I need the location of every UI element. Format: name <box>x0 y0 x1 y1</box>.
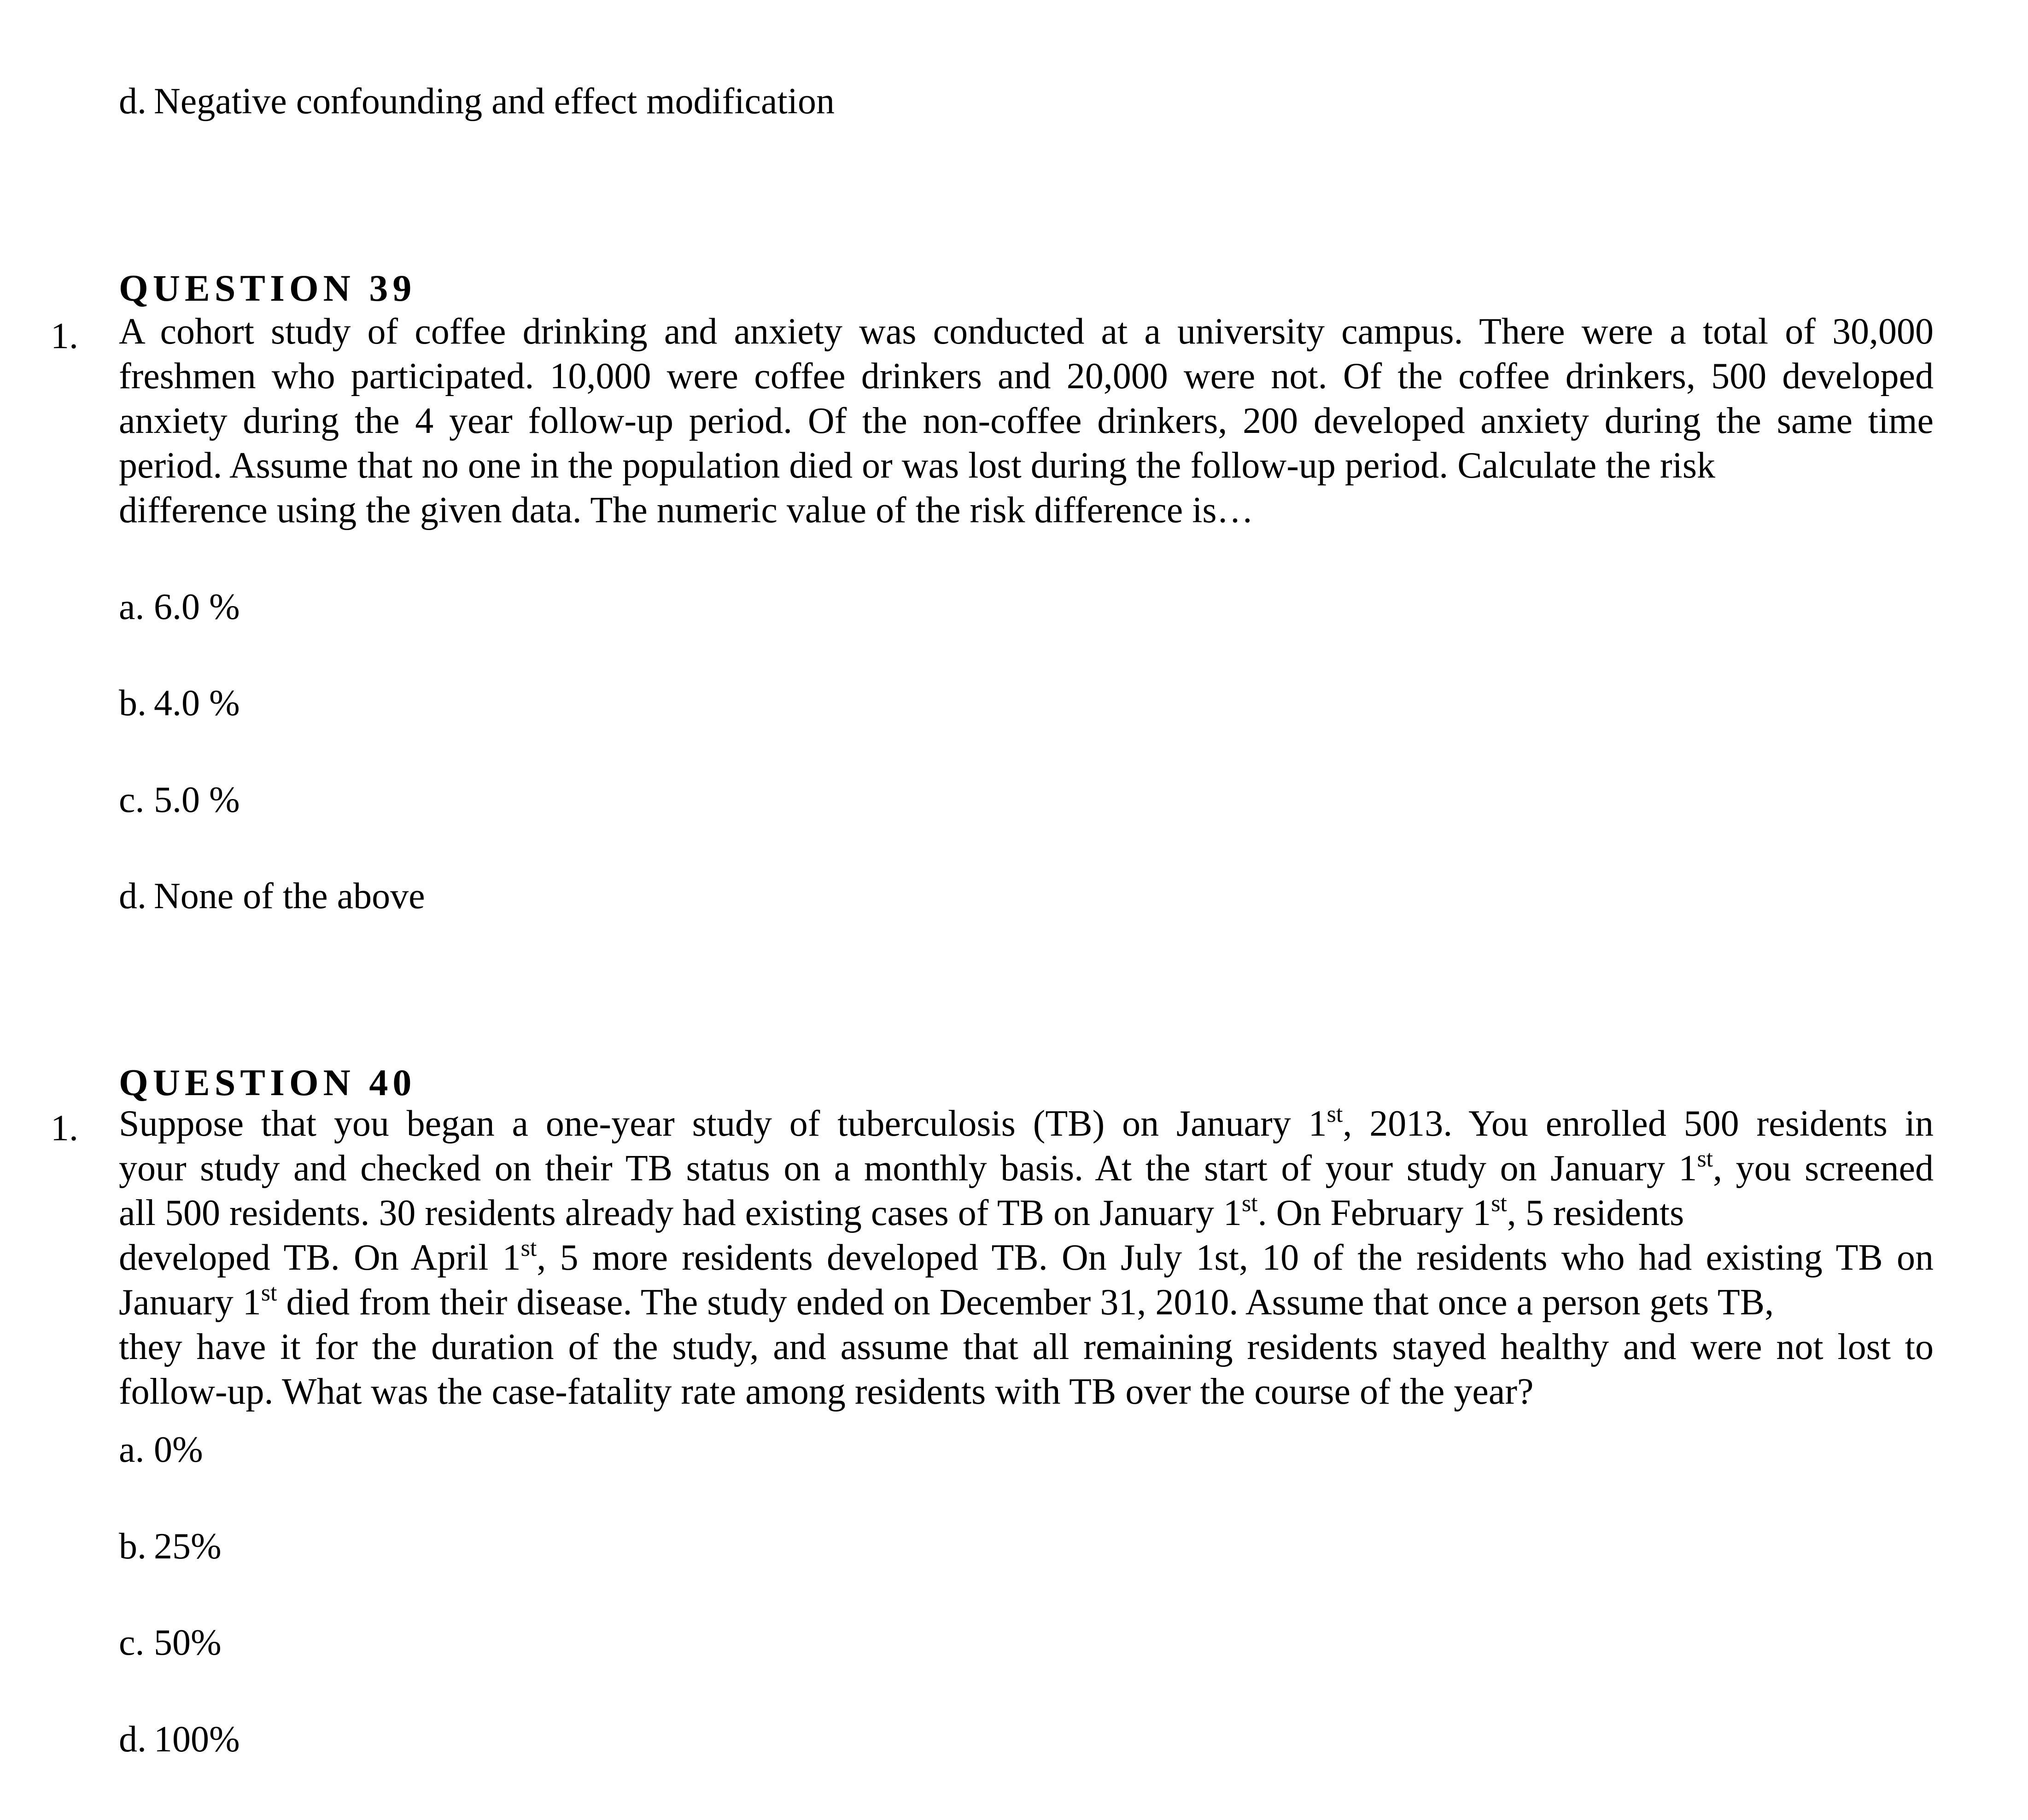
option-letter: d. <box>119 876 146 916</box>
question-40-option-c[interactable] <box>119 1624 222 1661</box>
question-39-line-4: period. Assume that no one in the population died or was lost during the follow-up period. Calculate the risk <box>119 445 1716 486</box>
question-40-line-3: all 500 residents. 30 residents already had existing cases of TB on January 1st. On February 1st, 5 residents <box>119 1190 1684 1233</box>
ordinal-superscript: st <box>1327 1101 1343 1127</box>
question-40-line-6: they have it for the duration of the study, and assume that all remaining residents stayed healthy and were not lost to <box>119 1327 1934 1367</box>
question-40-line-1: Suppose that you began a one-year study of tuberculosis (TB) on January 1st, 2013. You enrolled 500 residents in <box>119 1101 1934 1144</box>
option-letter: d. <box>119 1719 146 1760</box>
question-39-line-3: anxiety during the 4 year follow-up period. Of the non-coffee drinkers, 200 developed anxiety during the same time <box>119 401 1934 441</box>
question-39-number: 1. <box>51 316 78 356</box>
ordinal-superscript: st <box>520 1235 537 1261</box>
option-text: None of the above <box>154 876 425 916</box>
question-40-option-d[interactable] <box>119 1721 240 1758</box>
option-text: 25% <box>154 1526 222 1567</box>
option-text: 6.0 % <box>154 587 240 627</box>
question-39-line-1: A cohort study of coffee drinking and anxiety was conducted at a university campus. There were a total of 30,000 <box>119 311 1934 352</box>
question-39-heading: QUESTION 39 <box>119 267 416 309</box>
question-39-option-d[interactable] <box>119 878 425 915</box>
ordinal-superscript: st <box>261 1280 277 1306</box>
question-39-line-2: freshmen who participated. 10,000 were coffee drinkers and 20,000 were not. Of the coffee drinkers, 500 developed <box>119 356 1934 397</box>
option-letter: b. <box>119 1526 146 1567</box>
question-39-option-c[interactable] <box>119 782 240 818</box>
question-39-line-5: difference using the given data. The numeric value of the risk difference is… <box>119 490 1254 531</box>
prev-question-option-d <box>119 83 835 120</box>
question-40-text <box>119 1102 1934 1414</box>
option-letter: d. <box>119 81 146 122</box>
option-text: 5.0 % <box>154 780 240 820</box>
ordinal-superscript: st <box>1697 1146 1713 1172</box>
question-40-option-b[interactable] <box>119 1528 222 1565</box>
question-40-line-2: your study and checked on their TB status on a monthly basis. At the start of your study on January 1st, you screened <box>119 1146 1934 1189</box>
option-text: 100% <box>154 1719 240 1760</box>
option-text: 0% <box>154 1429 203 1470</box>
option-letter: a. <box>119 1429 145 1470</box>
option-letter: b. <box>119 683 146 723</box>
option-text: 50% <box>154 1622 222 1663</box>
option-text: 4.0 % <box>154 683 240 723</box>
option-text: Negative confounding and effect modification <box>154 81 835 122</box>
question-40-line-4: developed TB. On April 1st, 5 more residents developed TB. On July 1st, 10 of the residents who had existing TB on <box>119 1235 1934 1278</box>
question-39-option-a[interactable] <box>119 589 240 625</box>
question-39-text <box>119 309 1934 533</box>
question-39-option-b[interactable] <box>119 685 240 722</box>
option-letter: c. <box>119 1622 145 1663</box>
ordinal-superscript: st <box>1491 1190 1507 1217</box>
question-40-line-7: follow-up. What was the case-fatality rate among residents with TB over the course of the year? <box>119 1371 1534 1412</box>
question-40-number: 1. <box>51 1108 78 1149</box>
option-letter: a. <box>119 587 145 627</box>
question-40-heading: QUESTION 40 <box>119 1062 416 1103</box>
question-40-line-5: January 1st died from their disease. The study ended on December 31, 2010. Assume that once a person gets TB, <box>119 1280 1774 1323</box>
option-letter: c. <box>119 780 145 820</box>
question-40-option-a[interactable] <box>119 1431 203 1468</box>
ordinal-superscript: st <box>1241 1190 1258 1217</box>
